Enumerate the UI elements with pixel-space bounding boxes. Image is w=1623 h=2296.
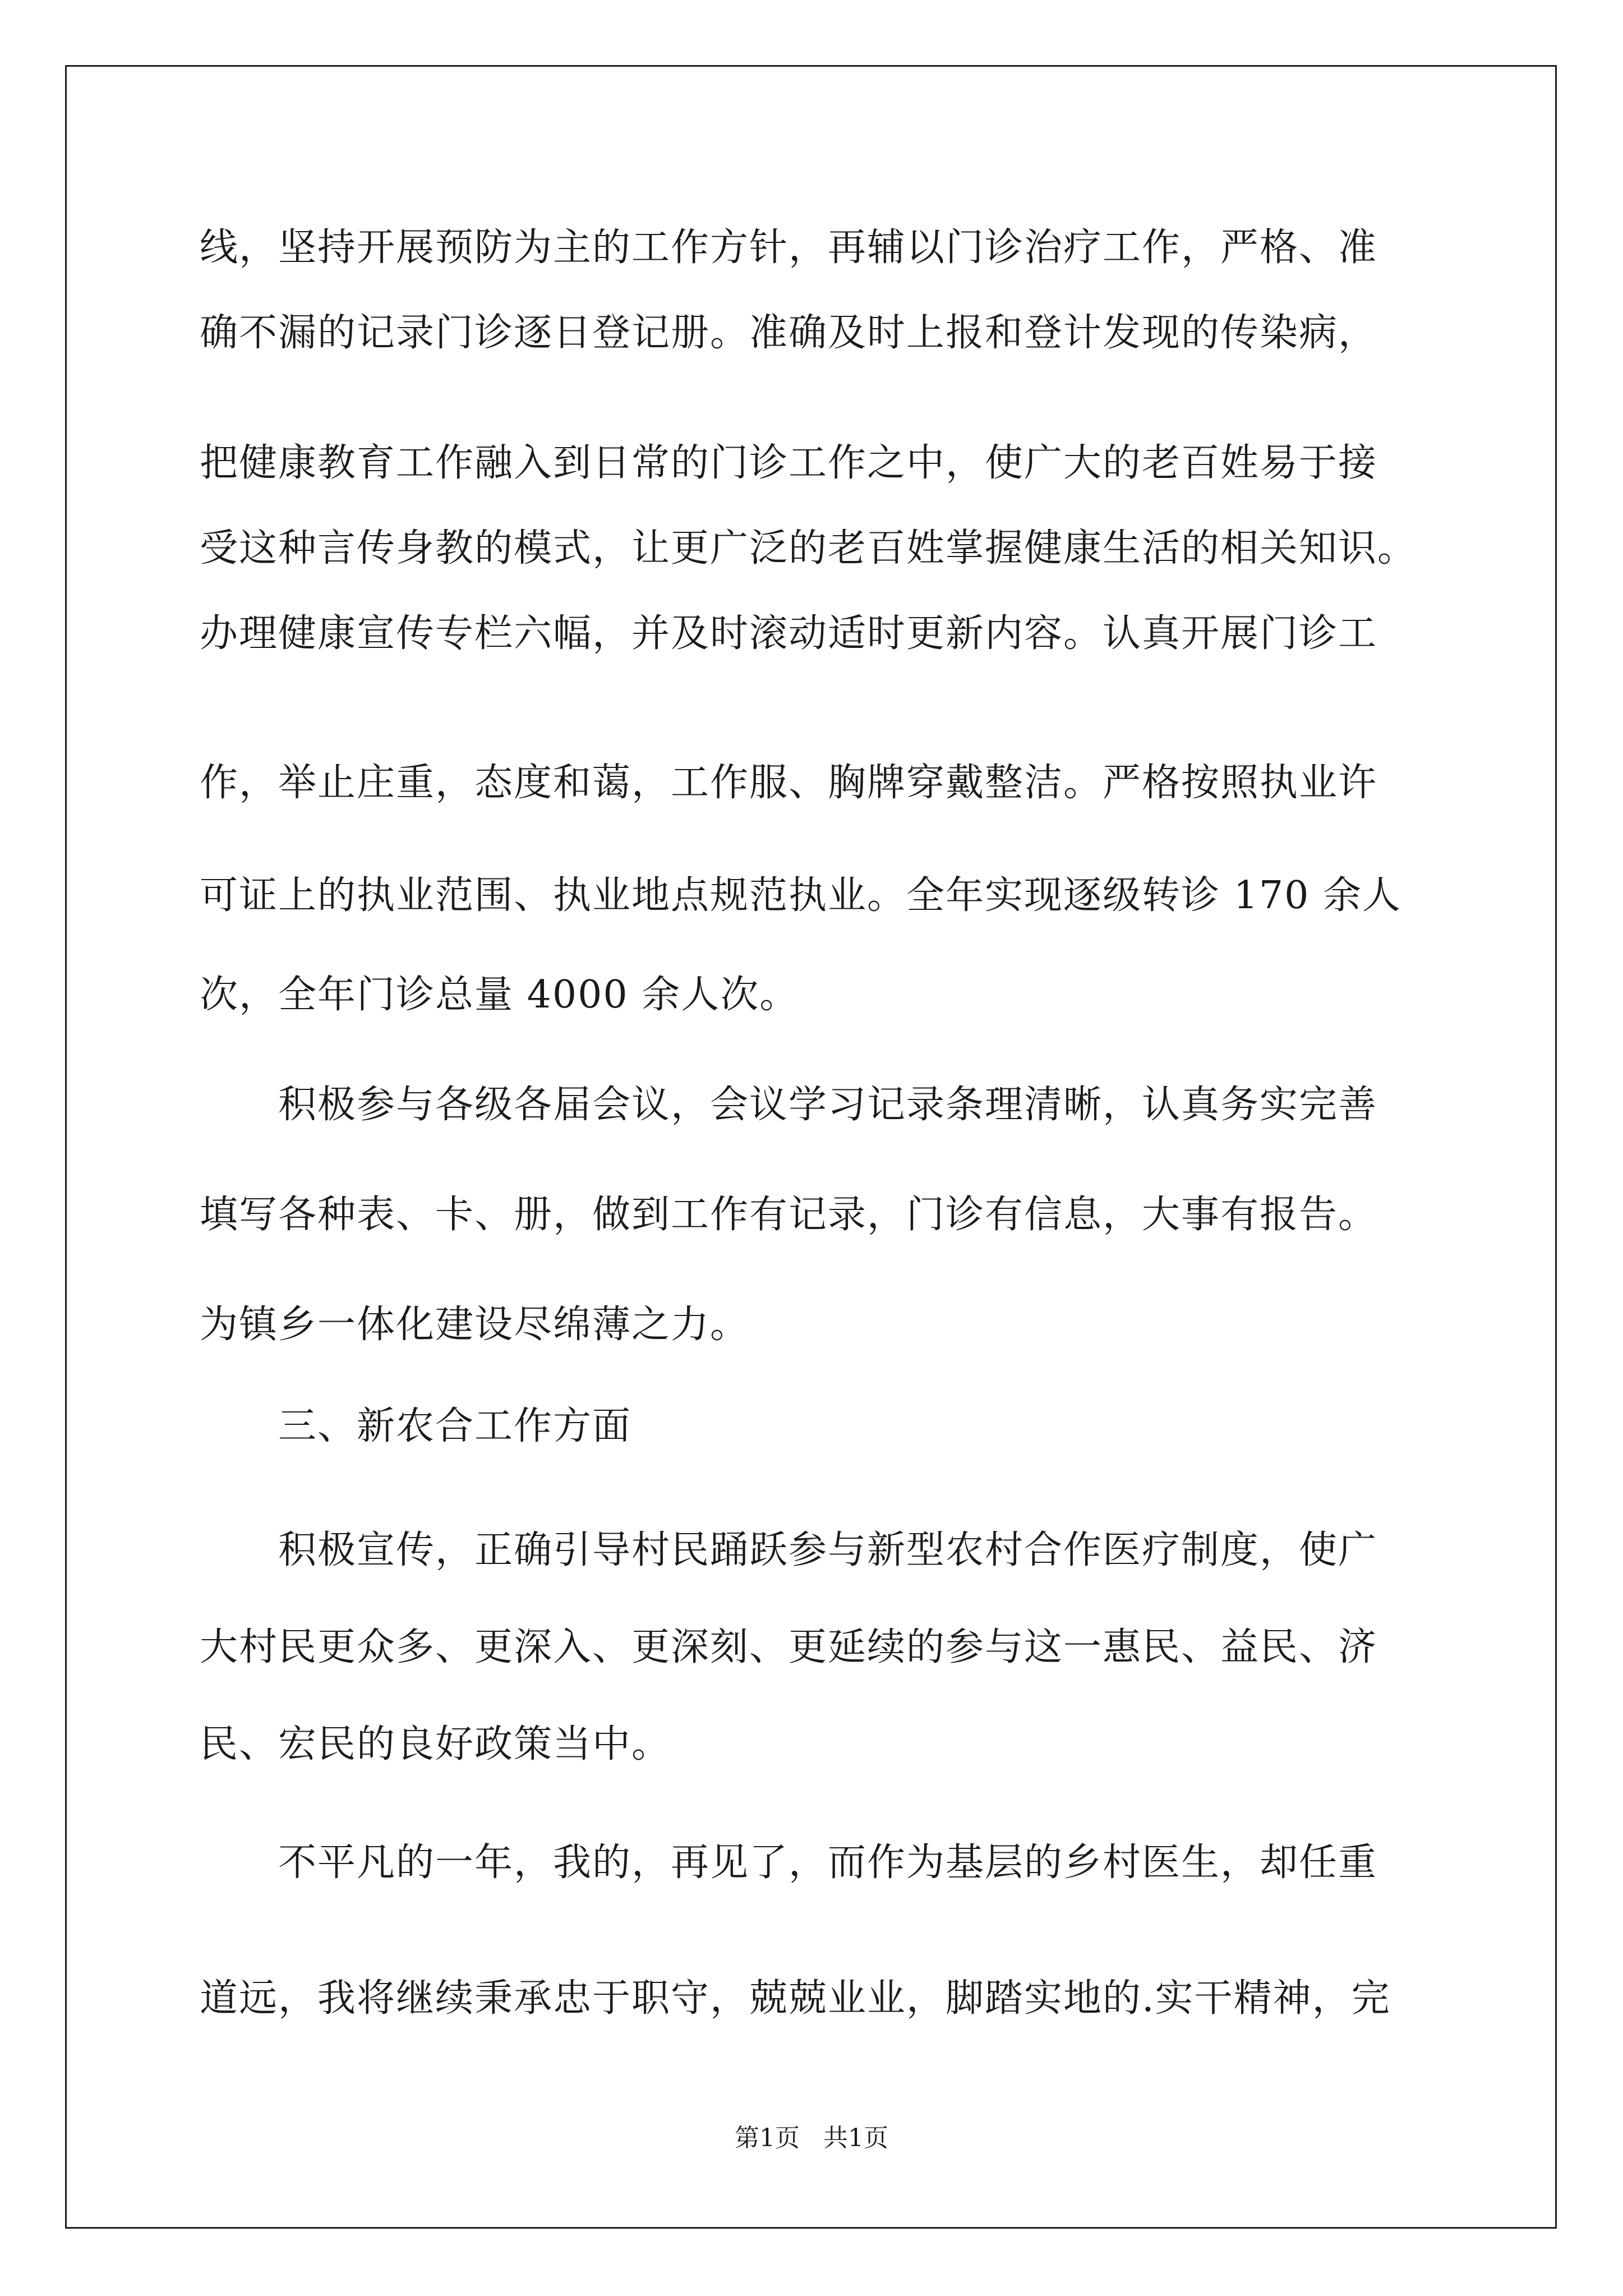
body-text-line: 线，坚持开展预防为主的工作方针，再辅以门诊治疗工作，严格、准 bbox=[200, 226, 1378, 270]
body-text-line: 道远，我将继续秉承忠于职守，兢兢业业，脚踏实地的.实干精神，完 bbox=[200, 1976, 1391, 2021]
body-text-line: 民、宏民的良好政策当中。 bbox=[200, 1722, 671, 1766]
body-text-line: 次，全年门诊总量 4000 余人次。 bbox=[200, 973, 799, 1017]
body-text-line: 受这种言传身教的模式，让更广泛的老百姓掌握健康生活的相关知识。 bbox=[200, 526, 1417, 570]
body-text-line: 作，举止庄重，态度和蔼，工作服、胸牌穿戴整洁。严格按照执业许 bbox=[200, 761, 1378, 805]
body-text-line: 填写各种表、卡、册，做到工作有记录，门诊有信息，大事有报告。 bbox=[200, 1193, 1378, 1237]
body-text-line: 确不漏的记录门诊逐日登记册。准确及时上报和登计发现的传染病， bbox=[200, 311, 1378, 355]
page-border bbox=[65, 65, 1557, 2229]
body-text-line: 可证上的执业范围、执业地点规范执业。全年实现逐级转诊 170 余人 bbox=[200, 873, 1402, 918]
body-text-line: 大村民更众多、更深入、更深刻、更延续的参与这一惠民、益民、济 bbox=[200, 1625, 1378, 1669]
body-text-line: 把健康教育工作融入到日常的门诊工作之中，使广大的老百姓易于接 bbox=[200, 441, 1378, 485]
section-heading: 三、新农合工作方面 bbox=[278, 1404, 632, 1448]
page-number-footer: 第1页 共1页 bbox=[735, 2124, 888, 2152]
paragraph-first-line: 积极参与各级各届会议，会议学习记录条理清晰，认真务实完善 bbox=[278, 1083, 1378, 1127]
paragraph-first-line: 不平凡的一年，我的，再见了，而作为基层的乡村医生，却任重 bbox=[278, 1841, 1378, 1885]
paragraph-first-line: 积极宣传，正确引导村民踊跃参与新型农村合作医疗制度，使广 bbox=[278, 1528, 1378, 1572]
body-text-line: 为镇乡一体化建设尽绵薄之力。 bbox=[200, 1303, 750, 1347]
body-text-line: 办理健康宣传专栏六幅，并及时滚动适时更新内容。认真开展门诊工 bbox=[200, 611, 1378, 656]
